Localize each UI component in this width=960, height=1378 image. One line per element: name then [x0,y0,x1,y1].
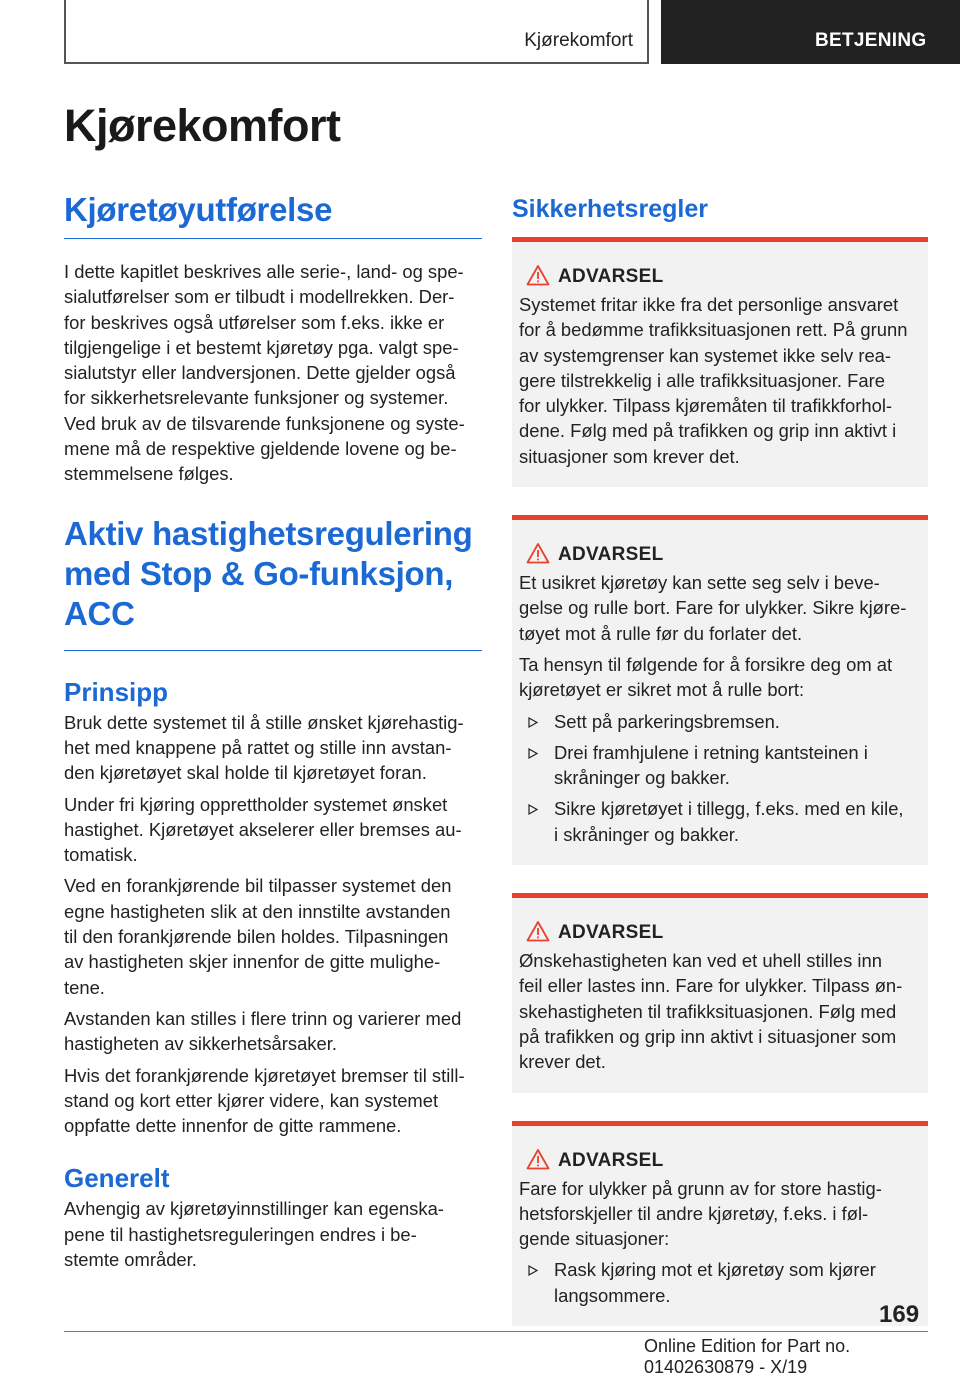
header-chapter-title: BETJENING [815,30,927,51]
warning-box [512,515,928,865]
list-item-text: Rask kjøring mot et kjøretøy som kjører langsommere. [554,1259,876,1306]
page-number: 169 [879,1301,920,1328]
footer-edition-text: Online Edition for Part no. 01402630879 - X/19 [644,1336,851,1377]
warning-title: ADVARSEL [558,1149,664,1171]
heading-principle: Prinsipp [64,676,169,707]
list-item [519,740,921,791]
header-section-tab [64,0,649,64]
warning-triangle-icon [526,264,550,286]
bullet-triangle-icon [528,804,538,815]
warning-triangle-icon [526,1148,550,1170]
warning-title: ADVARSEL [558,266,664,287]
list-item [519,709,921,734]
paragraph-equipment-intro: I dette kapitlet beskrives alle serie-, land- og spe- sialutførelser som er tilbudt i modellrekken. Der- for beskrives også utførelser som f.eks. ikke er tilgjengelige i et bestemt kjøretøy pga. valgt spe- sialutstyr eller landversjonen. Dette gjelder også for sikkerhetsrelevante funksjoner og systemer. Ved bruk av de tilsvarende funksjonene og syste- mene må de respektive gjeldende lovene og be- stemmelsene følges. [64,261,465,485]
warning-triangle-icon [526,920,550,942]
list-item [519,796,921,847]
warning-box [512,1121,928,1326]
warning-triangle-icon [526,542,550,564]
warning-box [512,893,928,1092]
footer-rule [64,1331,928,1332]
heading-vehicle-equipment: Kjøretøyutførelse [64,191,333,228]
warning-text: Ta hensyn til følgende for å forsikre deg om at kjøretøyet er sikret mot å rulle bort: [519,653,893,701]
warning-header [519,1146,921,1176]
list-item-text: Sikre kjøretøyet i tillegg, f.eks. med en kile, i skråninger og bakker. [554,798,904,845]
header-chapter-tab [661,0,960,64]
list-item [519,1257,921,1308]
paragraph-principle-5: Hvis det forankjørende kjøretøyet bremser til still- stand og kort etter kjører videre, kan systemet oppfatte dette innenfor de gitte rammene. [64,1064,465,1137]
warning-title: ADVARSEL [558,922,664,944]
warning-box [512,237,928,487]
list-item-text: Drei framhjulene i retning kantsteinen i skråninger og bakker. [554,741,868,789]
header-section-title: Kjørekomfort [524,30,633,51]
bullet-triangle-icon [528,1265,538,1276]
warning-title: ADVARSEL [558,544,664,566]
paragraph-principle-4: Avstanden kan stilles i flere trinn og varierer med hastigheten av sikkerhetsårsaker. [64,1007,462,1055]
warning-bullet-list [519,709,921,847]
warning-text: Et usikret kjøretøy kan sette seg selv i beve- gelse og rulle bort. Fare for ulykker. Sikre kjøre- tøyet mot å rulle før du forlater det. [519,572,907,644]
list-item-text: Sett på parkeringsbremsen. [554,710,780,732]
bullet-triangle-icon [528,748,538,759]
heading-acc: Aktiv hastighetsregulering med Stop & Go-funksjon, ACC [64,514,473,632]
warning-header [519,540,921,570]
heading-rule [64,238,482,239]
paragraph-principle-3: Ved en forankjørende bil tilpasser systemet den egne hastigheten slik at den innstilte avstanden til den forankjørende bilen holdes. Tilpasningen av hastigheten skjer innenfor de gitte mulighe- tene. [64,875,452,998]
heading-safety-rules: Sikkerhetsregler [512,195,708,223]
page-title: Kjørekomfort [64,100,341,151]
warning-text: Ønskehastigheten kan ved et uhell stilles inn feil eller lastes inn. Fare for ulykker. Tilpass øn- skehastigheten til trafikksituasjonen. Følg med på trafikken og grip inn aktivt i situasjoner som krever det. [519,950,903,1073]
warning-bullet-list [519,1257,921,1308]
paragraph-general: Avhengig av kjøretøyinnstillinger kan egenska- pene til hastighetsreguleringen endres i be- stemte områder. [64,1198,444,1271]
left-column [64,190,482,1272]
heading-general: Generelt [64,1163,170,1194]
bullet-triangle-icon [528,717,538,728]
warning-text: Systemet fritar ikke fra det personlige ansvaret for å bedømme trafikksituasjonen rett. På grunn av systemgrenser kan systemet ikke selv rea- gere tilstrekkelig i alle trafikksituasjoner. Fare for ulykker. Tilpass kjøremåten til trafikkforhol- dene. Følg med på trafikken og grip inn aktivt i situasjoner som krever det. [519,294,908,467]
warning-header [519,262,921,292]
paragraph-principle-1: Bruk dette systemet til å stille ønsket kjørehastig- het med knappene på rattet og stille inn avstan- den kjøretøyet skal holde til kjøretøyet foran. [64,711,464,784]
warning-header [519,918,921,948]
paragraph-principle-2: Under fri kjøring opprettholder systemet ønsket hastighet. Kjøretøyet akselerer eller bremses au- tomatisk. [64,793,462,866]
heading-rule [64,650,482,651]
warning-text: Fare for ulykker på grunn av for store hastig- hetsforskjeller til andre kjøretøy, f.eks. i føl- gende situasjoner: [519,1177,882,1250]
right-column [512,193,928,1326]
